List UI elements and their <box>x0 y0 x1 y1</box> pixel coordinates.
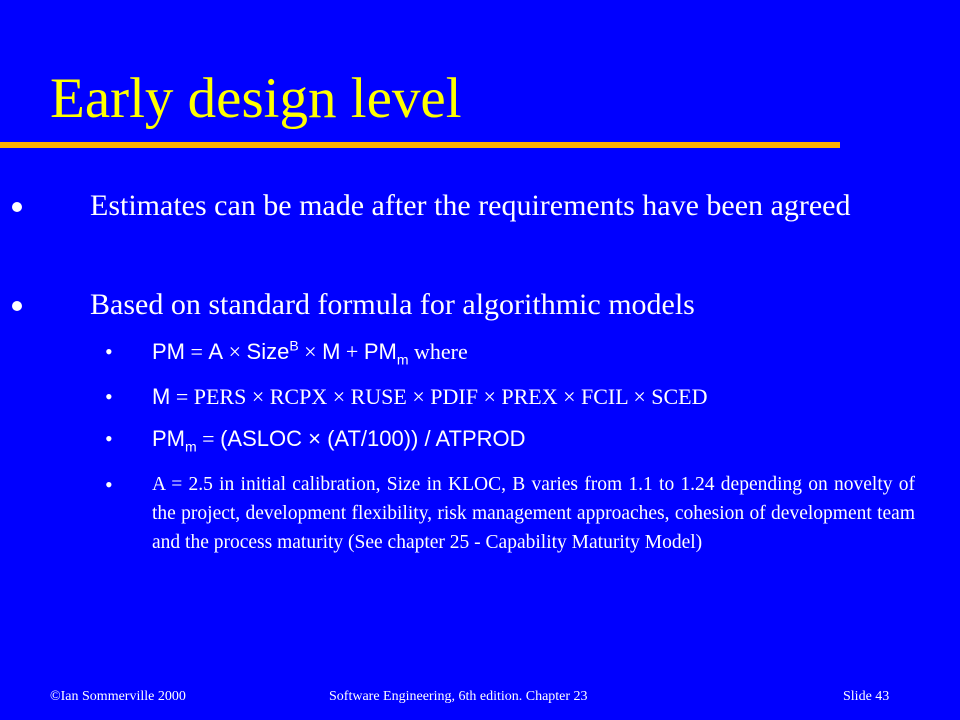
bullet-estimates <box>55 186 851 226</box>
bullet-text: Based on standard formula for algorithmic models <box>90 288 695 321</box>
sub-bullet-note <box>105 470 915 557</box>
sub-bullet-glyph: • <box>105 384 113 409</box>
bullet-formula <box>55 285 825 325</box>
bullet-dot <box>12 202 22 212</box>
bullet-dot <box>12 301 22 311</box>
sub-bullet-glyph: • <box>105 339 113 364</box>
footer-slide-number: Slide 43 <box>843 689 890 704</box>
m-formula: M = PERS × RCPX × RUSE × PDIF × PREX × FCIL × SCED <box>152 384 708 409</box>
footer-book-title: Software Engineering, 6th edition. Chapter 23 <box>329 689 588 704</box>
note-text: A = 2.5 in initial calibration, Size in KLOC, B varies from 1.1 to 1.24 depending on novelty of the project, development flexibility, risk management approaches, cohesion of development team and the process maturity (See chapter 25 - Capability Maturity Model) <box>152 474 915 553</box>
sub-bullet-glyph: • <box>105 472 113 497</box>
slide-title: Early design level <box>50 67 462 130</box>
title-underline <box>0 142 840 148</box>
pm-formula: PM = A × Size$^B$ × $M + PM_m$ where <box>152 337 468 368</box>
bullet-text: Estimates can be made after the requirements have been agreed <box>90 189 851 222</box>
pmm-formula: $PM_m$ = (ASLOC × (AT/100)) / ATPROD <box>152 426 526 455</box>
sub-bullet-glyph: • <box>105 426 113 451</box>
footer-copyright: ©Ian Sommerville 2000 <box>50 689 186 704</box>
